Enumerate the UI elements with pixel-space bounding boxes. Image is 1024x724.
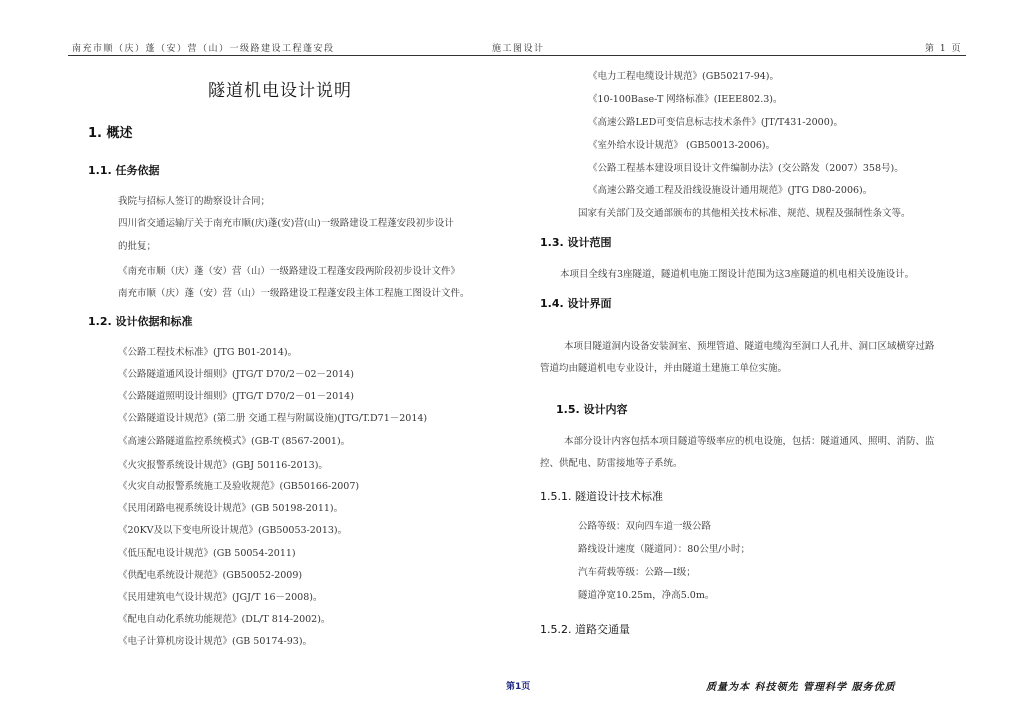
standard-item: 《民用建筑电气设计规范》(JGJ/T 16－2008)。 xyxy=(118,592,323,603)
standard-item: 《高速公路隧道监控系统模式》(GB-T (8567-2001)。 xyxy=(118,436,351,447)
standard-item: 国家有关部门及交通部颁布的其他相关技术标准、规范、规程及强制性条文等。 xyxy=(578,208,911,219)
standard-item: 《20KV及以下变电所设计规范》(GB50053-2013)。 xyxy=(118,525,348,536)
standard-item: 《配电自动化系统功能规范》(DL/T 814-2002)。 xyxy=(118,614,331,625)
standard-item: 《供配电系统设计规范》(GB50052-2009) xyxy=(118,570,303,581)
standard-item: 《民用闭路电视系统设计规范》(GB 50198-2011)。 xyxy=(118,503,344,514)
task-basis-line: 四川省交通运输厅关于南充市顺(庆)蓬(安)营(山)一级路建设工程蓬安段初步设计 xyxy=(118,218,454,229)
design-interface-line: 本项目隧道洞内设备安装洞室、预埋管道、隧道电缆沟至洞口人孔井、洞口区域横穿过路 xyxy=(564,341,935,352)
task-basis-line: 的批复； xyxy=(118,241,157,252)
section-heading-design-scope: 1.3. 设计范围 xyxy=(540,236,612,249)
standard-item: 《公路隧道设计规范》(第二册 交通工程与附属设施)(JTG/T.D71－2014) xyxy=(118,413,428,424)
section-heading-design-interface: 1.4. 设计界面 xyxy=(540,297,612,310)
standard-item: 《低压配电设计规范》(GB 50054-2011) xyxy=(118,548,296,559)
footer-motto: 质量为本 科技领先 管理科学 服务优质 xyxy=(706,682,896,693)
footer-page-number: 第1页 xyxy=(506,682,531,692)
standard-item: 《公路工程基本建设项目设计文件编制办法》(交公路发（2007）358号)。 xyxy=(588,163,904,174)
design-interface-line: 管道均由隧道机电专业设计，并由隧道土建施工单位实施。 xyxy=(540,363,788,374)
standard-item: 《火灾自动报警系统施工及验收规范》(GB50166-2007) xyxy=(118,481,360,492)
tunnel-standard-line: 隧道净宽10.25m，净高5.0m。 xyxy=(578,590,715,601)
tunnel-standard-line: 公路等级：双向四车道一级公路 xyxy=(578,521,712,532)
standard-item: 《高速公路交通工程及沿线设施设计通用规范》(JTG D80-2006)。 xyxy=(588,185,873,196)
task-basis-line: 《南充市顺（庆）蓬（安）营（山）一级路建设工程蓬安段两阶段初步设计文件》 xyxy=(118,266,461,277)
header-project-name: 南充市顺（庆）蓬（安）营（山）一级路建设工程蓬安段 xyxy=(72,44,335,54)
section-heading-design-content: 1.5. 设计内容 xyxy=(556,403,628,416)
standard-item: 《公路隧道通风设计细则》(JTG/T D70/2－02－2014) xyxy=(118,369,354,380)
design-scope-text: 本项目全线有3座隧道，隧道机电施工图设计范围为这3座隧道的机电相关设施设计。 xyxy=(560,269,915,280)
document-title: 隧道机电设计说明 xyxy=(208,81,352,101)
standard-item: 《室外给水设计规范》 (GB50013-2006)。 xyxy=(588,140,776,151)
standard-item: 《公路隧道照明设计细则》(JTG/T D70/2－01－2014) xyxy=(118,391,354,402)
standard-item: 《高速公路LED可变信息标志技术条件》(JT/T431-2000)。 xyxy=(588,117,843,128)
standard-item: 《公路工程技术标准》(JTG B01-2014)。 xyxy=(118,347,298,358)
task-basis-line: 我院与招标人签订的勘察设计合同； xyxy=(118,196,271,207)
standard-item: 《火灾报警系统设计规范》(GBJ 50116-2013)。 xyxy=(118,460,328,471)
tunnel-standard-line: 路线设计速度（隧道同）：80公里/小时； xyxy=(578,544,751,555)
section-heading-tunnel-standards: 1.5.1. 隧道设计技术标准 xyxy=(540,490,663,503)
section-heading-standards: 1.2. 设计依据和标准 xyxy=(88,315,193,328)
tunnel-standard-line: 汽车荷载等级：公路—Ⅰ级； xyxy=(578,567,696,578)
design-content-line: 本部分设计内容包括本项目隧道等级率应的机电设施，包括：隧道通风、照明、消防、监 xyxy=(564,436,935,447)
section-heading-overview: 1. 概述 xyxy=(88,126,133,141)
standard-item: 《10-100Base-T 网络标准》(IEEE802.3)。 xyxy=(588,94,783,105)
section-heading-traffic-volume: 1.5.2. 道路交通量 xyxy=(540,623,630,636)
standard-item: 《电力工程电缆设计规范》(GB50217-94)。 xyxy=(588,71,780,82)
section-heading-task-basis: 1.1. 任务依据 xyxy=(88,164,160,177)
header-page-label: 第 1 页 xyxy=(925,44,962,54)
design-content-line: 控、供配电、防雷接地等子系统。 xyxy=(540,458,683,469)
page-header xyxy=(68,40,966,56)
standard-item: 《电子计算机房设计规范》(GB 50174-93)。 xyxy=(118,636,313,647)
task-basis-line: 南充市顺（庆）蓬（安）营（山）一级路建设工程蓬安段主体工程施工图设计文件。 xyxy=(118,288,470,299)
header-stage: 施工图设计 xyxy=(492,44,545,54)
